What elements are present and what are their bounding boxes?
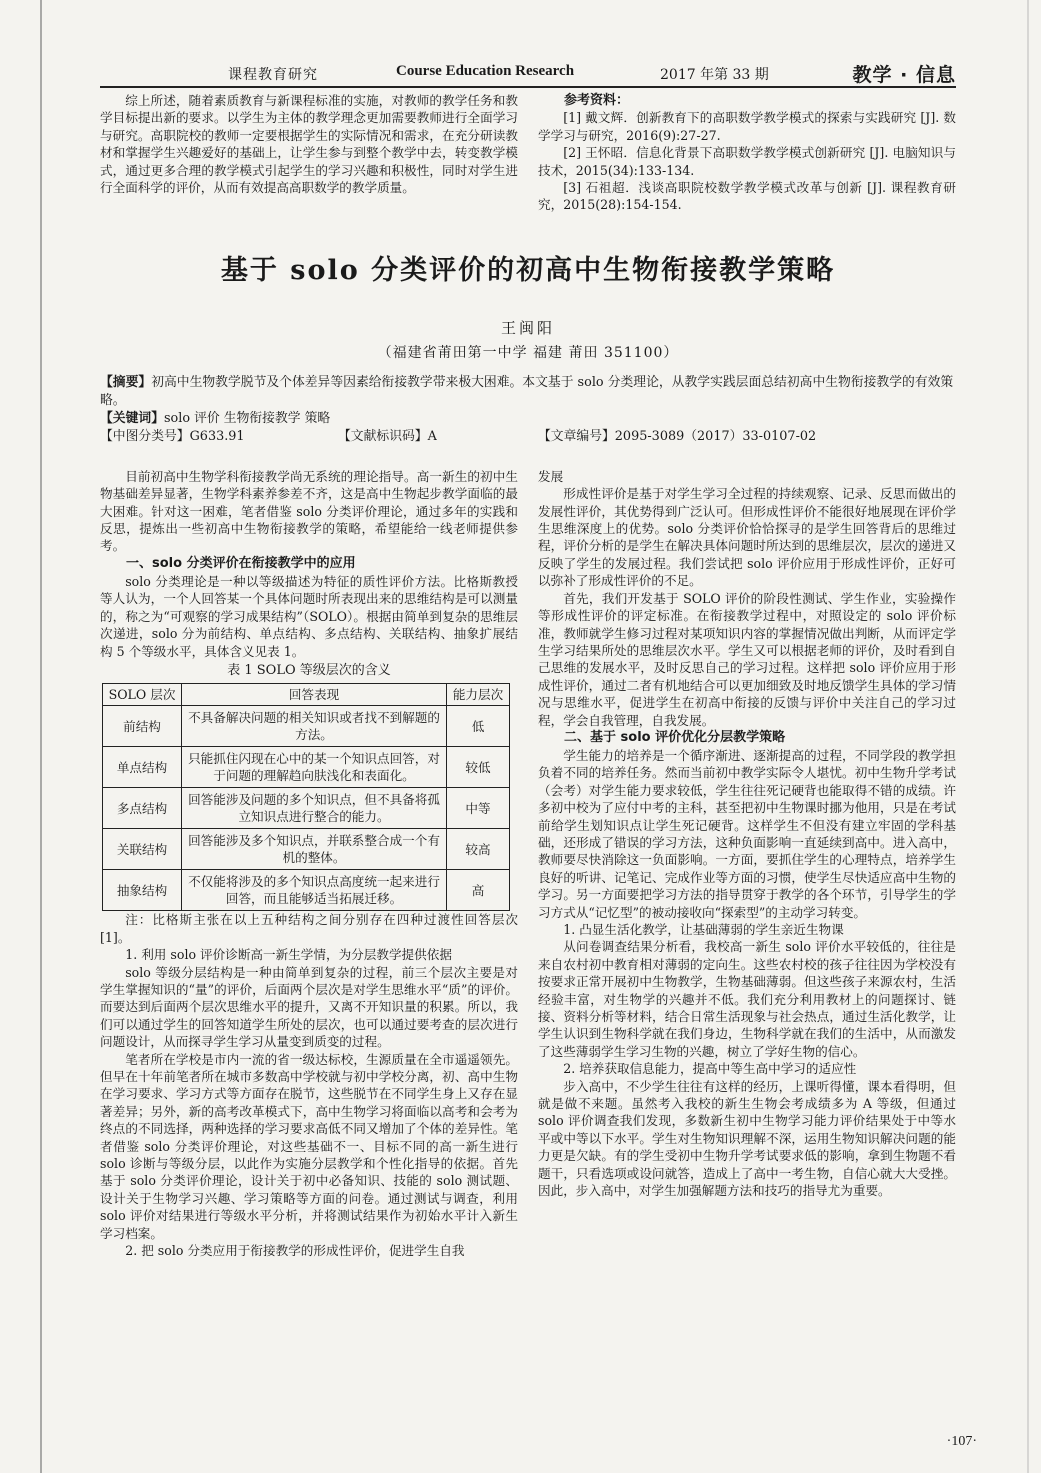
keywords-label: 【关键词】 bbox=[100, 410, 164, 426]
reference-3: [3] 石祖超．浅谈高职院校数学教学模式改革与创新 [J]. 课程教育研究，2015(28):154-154. bbox=[538, 180, 956, 213]
table-cell-performance: 不具备解决问题的相关知识或者找不到解题的方法。 bbox=[182, 706, 447, 747]
author-affiliation: （福建省莆田第一中学 福建 莆田 351100） bbox=[377, 344, 679, 361]
column-name: 教学 · 信息 bbox=[852, 64, 956, 86]
subsection-heading-2-1: 1. 凸显生活化教学，让基础薄弱的学生亲近生物课 bbox=[563, 922, 844, 937]
prev-article-conclusion-column bbox=[100, 92, 518, 214]
continued-heading-word: 发展 bbox=[538, 468, 564, 484]
table-cell-ability: 较低 bbox=[447, 747, 510, 788]
body-right-column bbox=[538, 468, 956, 1260]
solo-theory-paragraph: solo 分类理论是一种以等级描述为特征的质性评价方法。比格斯教授等人认为，一个人回答某一个具体问题时所表现出来的思维结构是可以测量的，称之为“可观察的学习成果结构”（SOLO）。根据由简单到复杂的思维层次递进，solo 分为前结构、单点结构、多点结构、关联结构、抽象扩展结构 5 个等级水平，具体含义见表 1。 bbox=[100, 573, 518, 659]
table-cell-level: 关联结构 bbox=[103, 829, 182, 870]
doc-code bbox=[338, 428, 538, 446]
table-cell-performance: 回答能涉及问题的多个知识点，但不具备将孤立知识点进行整合的能力。 bbox=[182, 788, 447, 829]
table-row bbox=[103, 788, 510, 829]
section-heading-1: 一、solo 分类评价在衔接教学中的应用 bbox=[126, 555, 356, 571]
table-header-performance: 回答表现 bbox=[182, 684, 447, 706]
clc-value: G633.91 bbox=[189, 428, 245, 444]
reference-2: [2] 王怀昭．信息化背景下高职数学教学模式创新研究 [J]. 电脑知识与技术，2015(34):133-134. bbox=[538, 145, 956, 178]
article-no-label: 【文章编号】 bbox=[538, 428, 615, 444]
journal-page bbox=[100, 58, 956, 1259]
subsection-heading-1-2: 2. 把 solo 分类应用于衔接教学的形成性评价，促进学生自我 bbox=[125, 1243, 465, 1259]
doc-code-value: A bbox=[427, 428, 437, 444]
table-note: 注：比格斯主张在以上五种结构之间分别存在四种过渡性回答层次 [1]。 bbox=[100, 912, 518, 945]
table-cell-level: 前结构 bbox=[103, 706, 182, 747]
subsection-heading-2-2: 2. 培养获取信息能力，提高中等生高中学习的适应性 bbox=[563, 1061, 857, 1077]
prev-article-conclusion: 综上所述，随着素质教育与新课程标准的实施，对教师的教学任务和教学目标提出新的要求。以学生为主体的教学理念更加需要教师进行全面学习与研究。高职院校的教师一定要根据学生的实际情况和需求，在充分研读教材和掌握学生兴趣爱好的基础上，让学生参与到整个教学中去，转变教学模式，通过更多合理的教学模式引起学生的学习兴趣和积极性，同时对学生进行全面科学的评价，从而有效提高高职数学的教学质量。 bbox=[100, 93, 518, 196]
table-header-ability: 能力层次 bbox=[447, 684, 510, 706]
table-row bbox=[103, 706, 510, 747]
table-cell-ability: 高 bbox=[447, 870, 510, 911]
article-no bbox=[538, 428, 816, 446]
doc-code-label: 【文献标识码】 bbox=[338, 428, 428, 444]
article-body bbox=[100, 468, 956, 1260]
formative-evaluation-paragraph: 形成性评价是基于对学生学习全过程的持续观察、记录、反思而做出的发展性评价，其优势得到广泛认可。但形成性评价不能很好地展现在评价学生思维深度上的优势。solo 分类评价恰恰探寻的是学生回答背后的思维过程，评价分析的是学生在解决具体问题时所达到的思维层次，层次的递进又反映了学生的发展过程。我们尝试把 solo 评价应用于形成性评价，正好可以弥补了形成性评价的不足。 bbox=[538, 486, 956, 589]
table-cell-level: 抽象结构 bbox=[103, 870, 182, 911]
article-title: 基于 solo 分类评价的初高中生物衔接教学策略 bbox=[220, 254, 836, 286]
clc bbox=[100, 428, 338, 446]
table-cell-ability: 中等 bbox=[447, 788, 510, 829]
abstract-label: 【摘要】 bbox=[100, 374, 152, 390]
solo-levels-table bbox=[102, 683, 510, 911]
article-no-value: 2095-3089（2017）33-0107-02 bbox=[614, 428, 817, 444]
information-ability-paragraph: 步入高中，不少学生往往有这样的经历，上课听得懂，课本看得明，但就是做不来题。虽然考入我校的新生生物会考成绩多为 A 等级，但通过 solo 评价调查我们发现，多数新生初中生物学习能力评价结果处于中等水平或中等以下水平。学生对生物知识理解不深，运用生物知识解决问题的能力更是欠缺。有的学生受初中生物升学考试要求低的影响，拿到生物题不看题干，只看选项或设问就答，造成上了高中一考生物，自信心就大大受挫。因此，步入高中，对学生加强解题方法和技巧的指导尤为重要。 bbox=[538, 1078, 956, 1199]
body-left-column bbox=[100, 468, 518, 1260]
running-header bbox=[100, 58, 956, 88]
section-heading-2: 二、基于 solo 评价优化分层教学策略 bbox=[564, 729, 786, 745]
table-row bbox=[103, 747, 510, 788]
previous-article-tail bbox=[100, 92, 956, 214]
subsection-heading-1-1: 1. 利用 solo 评价诊断高一新生学情，为分层教学提供依据 bbox=[125, 947, 452, 963]
abstract bbox=[100, 374, 956, 410]
reference-1: [1] 戴文辉．创新教育下的高职数学教学模式的探索与实践研究 [J]. 数学学习与研究，2016(9):27-27. bbox=[538, 110, 956, 143]
evaluation-standards-paragraph: 首先，我们开发基于 SOLO 评价的阶段性测试、学生作业，实验操作等形成性评价的评定标准。在衔接教学过程中，对照设定的 solo 评价标准，教师就学生修习过程对某项知识内容的掌握情况做出判断，从而评定学生学习结果所处的思维层次水平。学生又可以根据老师的评价，及时看到自己思维的发展水平，及时反思自己的学习过程。这样把 solo 评价应用于形成性评价，通过二者有机地结合可以更加细致及时地反馈学生具体的学习情况与思维水平，促进学生在初高中衔接的反馈与评价中关注自己的学习过程，学会自我管理，自我发展。 bbox=[538, 590, 956, 728]
table-header-level: SOLO 层次 bbox=[103, 684, 182, 706]
abstract-text: 初高中生物教学脱节及个体差异等因素给衔接教学带来极大困难。本文基于 solo 分类理论，从教学实践层面总结初高中生物衔接教学的有效策略。 bbox=[100, 374, 954, 408]
classification-row bbox=[100, 428, 956, 446]
references-title: 参考资料： bbox=[564, 93, 630, 108]
table-row bbox=[103, 829, 510, 870]
references-column bbox=[538, 92, 956, 214]
table-cell-ability: 较高 bbox=[447, 829, 510, 870]
article-author: 王闽阳 bbox=[500, 318, 555, 337]
issue-number: 2017 年第 33 期 bbox=[660, 67, 769, 83]
intro-paragraph: 目前初高中生物学科衔接教学尚无系统的理论指导。高一新生的初中生物基础差异显著，生物学科素养参差不齐，这是高中生物起步教学面临的最大困难。针对这一困难，笔者借鉴 solo 分类评价理论，通过多年的实践和反思，提炼出一些初高中生物衔接教学的策略，希望能给一线老师提供参考。 bbox=[100, 468, 518, 554]
scan-edge-right bbox=[1027, 0, 1029, 1473]
school-context-paragraph: 笔者所在学校是市内一流的省一级达标校，生源质量在全市遥遥领先。但早在十年前笔者所在城市多数高中学校就与初中学校分离，初、高中生物在学习要求、学习方式等方面存在脱节，这些脱节在不同学生身上又存在显著差异；另外，新的高考改革模式下，高中生物学习将面临以高考和会考为终点的不同选择，两种选择的学习要求高低不同又增加了个体的差异性。笔者借鉴 solo 分类评价理论，对这些基础不一、目标不同的高一新生进行 solo 诊断与等级分层，以此作为实施分层教学和个性化指导的依据。首先基于 solo 分类评价理论，设计关于初中必备知识、技能的 solo 测试题、设计关于生物学习兴趣、学习策略等方面的问卷。通过测试与调查，利用 solo 评价对结果进行等级水平分析，并将测试结果作为初始水平计入新生学习档案。 bbox=[100, 1051, 518, 1241]
table-caption: 表 1 SOLO 等级层次的含义 bbox=[227, 662, 391, 678]
diagnosis-paragraph: solo 等级分层结构是一种由简单到复杂的过程，前三个层次主要是对学生掌握知识的“量”的评价，后面两个层次是对学生思维水平“质”的评价。而要达到后面两个层次思维水平的提升，又离不开知识量的积累。所以，我们可以通过学生的回答知道学生所处的层次，也可以通过要考查的层次进行问题设计，从而探寻学生学习从量变到质变的过程。 bbox=[100, 964, 518, 1050]
journal-name-cn: 课程教育研究 bbox=[228, 67, 318, 83]
life-teaching-paragraph: 从问卷调查结果分析看，我校高一新生 solo 评价水平较低的，往往是来自农村初中教育相对薄弱的定向生。这些农村校的孩子往往因为学校没有按要求正常开展初中生物教学，生物基础薄弱。但这些孩子来源农村，生活经验丰富，对生物学的兴趣并不低。我们充分利用教材上的问题探讨、链接、资料分析等材料，结合日常生活现象与社会热点，通过生活化教学，让学生认识到生物科学就在我们身边，生物科学就在我们的生活中，从而激发了这些薄弱学生学习生物的兴趣，树立了学好生物的信心。 bbox=[538, 939, 956, 1059]
keywords bbox=[100, 410, 956, 428]
table-cell-performance: 只能抓住闪现在心中的某一个知识点回答，对于问题的理解趋向肤浅化和表面化。 bbox=[182, 747, 447, 788]
journal-name-en: Course Education Research bbox=[396, 63, 575, 79]
table-cell-ability: 低 bbox=[447, 706, 510, 747]
table-header-row bbox=[103, 684, 510, 706]
page-number: ·107· bbox=[946, 1434, 977, 1449]
article-metadata bbox=[100, 374, 956, 446]
clc-label: 【中图分类号】 bbox=[100, 428, 190, 444]
table-cell-performance: 不仅能将涉及的多个知识点高度统一起来进行回答，而且能够适当拓展迁移。 bbox=[182, 870, 447, 911]
table-cell-level: 多点结构 bbox=[103, 788, 182, 829]
scan-edge-left bbox=[40, 0, 42, 1473]
ability-training-paragraph: 学生能力的培养是一个循序渐进、逐渐提高的过程，不同学段的教学担负着不同的培养任务。然而当前初中教学实际令人堪忧。初中生物升学考试（会考）对学生能力要求较低，学生往往死记硬背也能取得不错的成绩。许多初中校为了应付中考的主科，甚至把初中生物课时挪为他用，只是在考试前给学生划知识点让学生死记硬背。这样学生不但没有建立牢固的学科基础，还形成了错误的学习方法，这种负面影响一直延续到高中。进入高中，教师要尽快消除这一负面影响。一方面，要抓住学生的心理特点，培养学生良好的听讲、记笔记、完成作业等方面的习惯，使学生尽快适应高中生物的学习。另一方面要把学习方法的指导贯穿于教学的各个环节，引导学生的学习方式从“记忆型”的被动接收向“探索型”的主动学习转变。 bbox=[538, 747, 956, 920]
table-cell-level: 单点结构 bbox=[103, 747, 182, 788]
keywords-text: solo 评价 生物衔接教学 策略 bbox=[163, 410, 331, 426]
table-cell-performance: 回答能涉及多个知识点，并联系整合成一个有机的整体。 bbox=[182, 829, 447, 870]
table-row bbox=[103, 870, 510, 911]
